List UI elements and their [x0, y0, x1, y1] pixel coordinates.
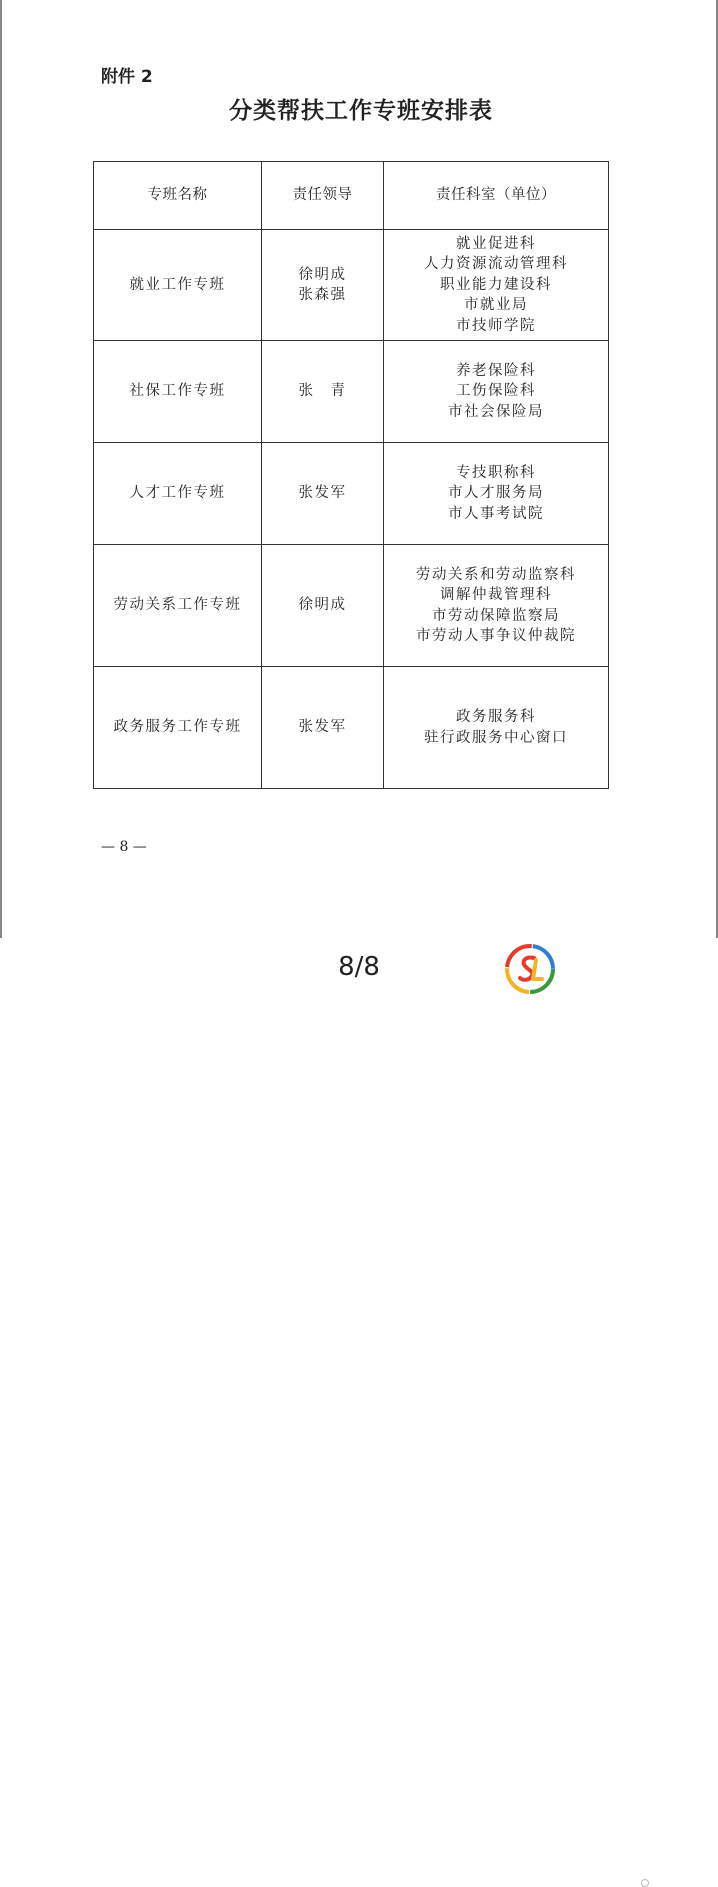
unit-name: 调解仲裁管理科 — [440, 587, 552, 603]
team-name-cell: 政务服务工作专班 — [94, 667, 262, 789]
team-name-cell: 人才工作专班 — [94, 443, 262, 545]
document-page — [0, 0, 718, 938]
leader-cell — [262, 443, 384, 545]
table-row — [94, 443, 609, 545]
unit-name: 市社会保险局 — [448, 403, 544, 420]
unit-name: 市人才服务局 — [448, 485, 544, 502]
unit-name: 市劳动保障监察局 — [432, 607, 560, 624]
unit-name: 人力资源流动管理科 — [424, 256, 568, 273]
unit-name: 市人事考试院 — [448, 505, 544, 522]
unit-name: 劳动关系和劳动监察科 — [416, 566, 576, 583]
sl-logo-icon — [504, 943, 556, 995]
leader-name: 张发军 — [298, 485, 347, 502]
table-row — [94, 230, 609, 341]
attachment-label: 附件 2 — [101, 67, 153, 87]
unit-name: 专技职称科 — [456, 464, 536, 481]
header-cell: 责任科室（单位） — [384, 162, 609, 230]
team-name-cell: 社保工作专班 — [94, 341, 262, 443]
unit-cell — [384, 341, 609, 443]
header-cell: 责任领导 — [262, 162, 384, 230]
unit-cell — [384, 667, 609, 789]
unit-name: 职业能力建设科 — [440, 276, 552, 293]
unit-name: 就业促进科 — [456, 235, 536, 252]
table-header-row — [94, 162, 609, 230]
team-name-cell: 劳动关系工作专班 — [94, 545, 262, 667]
page-indicator[interactable]: 8/8 — [338, 952, 380, 982]
leader-name: 徐明成 — [298, 266, 347, 283]
leader-name: 张发军 — [298, 719, 347, 736]
leader-cell — [262, 341, 384, 443]
leader-cell — [262, 545, 384, 667]
table-row — [94, 545, 609, 667]
leader-cell — [262, 230, 384, 341]
unit-name: 驻行政服务中心窗口 — [424, 729, 568, 746]
unit-name: 政务服务科 — [456, 709, 536, 725]
leader-name: 张森强 — [298, 287, 347, 303]
dot-icon — [641, 1879, 649, 1887]
unit-name: 市劳动人事争议仲裁院 — [416, 628, 576, 644]
schedule-table — [93, 161, 609, 789]
leader-name: 张 青 — [298, 383, 347, 400]
unit-name: 工伤保险科 — [456, 383, 536, 400]
unit-cell — [384, 230, 609, 341]
leader-cell — [262, 667, 384, 789]
header-cell: 专班名称 — [94, 162, 262, 230]
document-title: 分类帮扶工作专班安排表 — [229, 97, 493, 124]
unit-name: 养老保险科 — [456, 362, 536, 379]
team-name-cell: 就业工作专班 — [94, 230, 262, 341]
page-number: — 8 — — [101, 839, 147, 855]
leader-name: 徐明成 — [298, 597, 347, 614]
unit-name: 市技师学院 — [456, 317, 536, 334]
unit-name: 市就业局 — [464, 297, 528, 314]
unit-cell — [384, 443, 609, 545]
unit-cell — [384, 545, 609, 667]
table-row — [94, 667, 609, 789]
table-row — [94, 341, 609, 443]
